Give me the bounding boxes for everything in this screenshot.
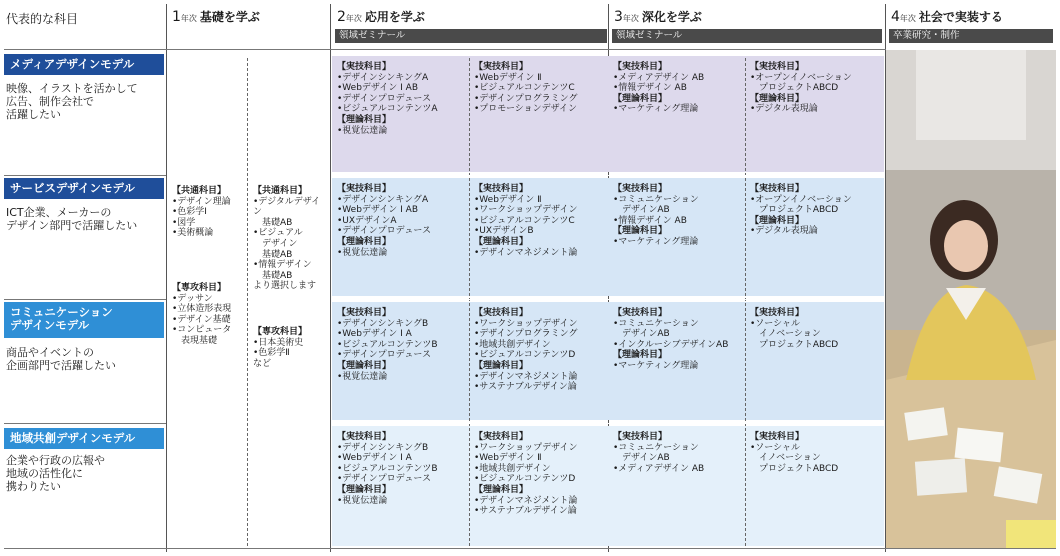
media-year2-courses-a xyxy=(337,62,467,136)
row-divider xyxy=(332,423,884,424)
year1-number: 1 xyxy=(172,9,181,25)
course-item: •デザインシンキングA xyxy=(337,194,429,205)
media-year3-courses-a xyxy=(613,62,743,115)
course-category-heading: 【共通科目】 xyxy=(172,186,227,196)
media-year3-courses-b xyxy=(750,62,882,115)
course-item: •ビジュアル xyxy=(253,228,303,239)
course-item: •ビジュアルコンテンツB xyxy=(337,463,438,474)
course-category-heading: 【実技科目】 xyxy=(613,432,668,442)
course-item: •色彩学Ⅱ xyxy=(253,348,290,359)
course-item: •デザインプロデュース xyxy=(337,93,431,104)
course-category-heading: 【実技科目】 xyxy=(613,62,668,72)
course-item: •オープンイノベーション xyxy=(750,72,852,83)
communication-year3-courses-b xyxy=(750,308,882,350)
course-item: デザインAB xyxy=(622,453,670,464)
row-divider xyxy=(4,299,166,300)
course-category-heading: 【理論科目】 xyxy=(337,236,392,247)
course-item: デザインAB xyxy=(622,205,670,216)
year2-seminar-bar: 領域ゼミナール xyxy=(335,29,607,43)
course-item: •コンピュータ xyxy=(172,325,232,336)
model-desc-service: ICT企業、メーカーの デザイン部門で活躍したい xyxy=(6,206,138,232)
course-item: •コミュニケーション xyxy=(613,318,699,329)
course-category-heading: 【専攻科目】 xyxy=(253,327,308,337)
course-item: •ソーシャル xyxy=(750,442,800,453)
communication-year2-courses-b xyxy=(474,308,606,393)
dashed-divider xyxy=(745,58,746,546)
course-item: •ビジュアルコンテンツD xyxy=(474,350,576,361)
course-item: イノベーション xyxy=(759,329,821,340)
course-category-heading: 【実技科目】 xyxy=(750,432,805,442)
model-title-communication: コミュニケーション デザインモデル xyxy=(4,302,164,338)
course-item: •立体造形表現 xyxy=(172,304,232,315)
course-item: •マーケティング理論 xyxy=(613,104,699,115)
course-item: •メディアデザイン AB xyxy=(613,463,705,474)
model-desc-communication: 商品やイベントの 企画部門で活躍したい xyxy=(6,346,116,372)
model-title-regional: 地域共創デザインモデル xyxy=(4,428,164,449)
course-item: •Webデザイン I AB xyxy=(337,83,419,94)
course-category-heading: 【専攻科目】 xyxy=(172,283,227,293)
service-year3-courses-a xyxy=(613,184,743,248)
course-item: •ビジュアルコンテンツD xyxy=(474,474,576,485)
course-category-heading: 【理論科目】 xyxy=(613,93,668,104)
column-divider xyxy=(166,4,167,552)
course-item: •デザインプログラミング xyxy=(474,329,578,340)
course-category-heading: 【理論科目】 xyxy=(474,360,529,371)
communication-year3-courses-a xyxy=(613,308,743,372)
row-divider xyxy=(4,548,1056,549)
course-item: •デッサン xyxy=(172,293,213,304)
year2-unit: 年次 xyxy=(345,14,362,23)
year1-major-courses-other xyxy=(253,327,329,369)
year2-header xyxy=(337,8,425,25)
year4-research-bar: 卒業研究・制作 xyxy=(889,29,1053,43)
course-item: デザインAB xyxy=(622,329,670,340)
course-category-heading: 【実技科目】 xyxy=(337,184,392,194)
year3-header xyxy=(614,8,702,25)
course-item: •Webデザイン I A xyxy=(337,329,412,340)
course-item: 基礎AB xyxy=(262,249,293,260)
course-category-heading: 【理論科目】 xyxy=(613,350,668,361)
year1-major-courses xyxy=(172,283,246,347)
course-item: デザイン xyxy=(262,238,298,249)
course-item: •美術概論 xyxy=(172,228,214,239)
year3-label: 深化を学ぶ xyxy=(641,10,702,24)
year3-unit: 年次 xyxy=(622,14,639,23)
course-item: •デザイン基礎 xyxy=(172,314,231,325)
course-item: •メディアデザイン AB xyxy=(613,72,705,83)
year2-number: 2 xyxy=(337,9,346,25)
course-item: •ビジュアルコンテンツB xyxy=(337,339,438,350)
year3-seminar-bar: 領域ゼミナール xyxy=(612,29,882,43)
column-divider xyxy=(330,4,331,552)
course-item: •オープンイノベーション xyxy=(750,194,852,205)
course-item: •ワークショップデザイン xyxy=(474,318,578,329)
course-item: •Webデザイン Ⅱ xyxy=(474,194,542,205)
course-category-heading: 【共通科目】 xyxy=(253,186,308,196)
course-item: •図学 xyxy=(172,217,196,228)
course-category-heading: 【実技科目】 xyxy=(337,308,392,318)
regional-year2-courses-a xyxy=(337,432,467,506)
model-title-media: メディアデザインモデル xyxy=(4,54,164,75)
row-divider xyxy=(4,175,166,176)
dashed-divider xyxy=(469,58,470,546)
service-year3-courses-b xyxy=(750,184,882,237)
course-item: プロジェクトABCD xyxy=(750,463,839,474)
course-category-heading: 【理論科目】 xyxy=(337,360,392,371)
course-item: イノベーション xyxy=(759,453,821,464)
course-category-heading: 【理論科目】 xyxy=(337,484,392,495)
course-category-heading: 【実技科目】 xyxy=(750,62,805,72)
student-photo xyxy=(886,50,1056,548)
course-category-heading: 【理論科目】 xyxy=(474,236,529,247)
year1-common-courses-select xyxy=(253,186,329,292)
year4-label: 社会で実装する xyxy=(918,10,1003,24)
regional-year3-courses-b xyxy=(750,432,882,474)
communication-year2-courses-a xyxy=(337,308,467,382)
course-item: •デザインマネジメント論 xyxy=(474,247,578,258)
course-item: •デザインプログラミング xyxy=(474,93,578,104)
year1-unit: 年次 xyxy=(180,14,197,23)
course-item: •デザイン理論 xyxy=(172,196,231,207)
row-divider xyxy=(332,175,884,176)
course-item: •情報デザイン xyxy=(253,260,312,271)
year4-header xyxy=(891,8,1003,25)
course-item: プロジェクトABCD xyxy=(759,205,839,216)
course-item: •視覚伝達論 xyxy=(337,247,388,258)
course-item: •サステナブルデザイン論 xyxy=(474,382,577,393)
course-item: など xyxy=(253,358,272,369)
course-item: •デジタル表現論 xyxy=(750,226,818,237)
column-header-models: 代表的な科目 xyxy=(6,12,79,26)
course-item: プロジェクトABCD xyxy=(750,339,839,350)
course-item: •デジタル表現論 xyxy=(750,104,818,115)
model-desc-media: 映像、イラストを活かして 広告、制作会社で 活躍したい xyxy=(6,82,138,121)
course-item: •デザインマネジメント論 xyxy=(474,495,578,506)
course-item: •デザインプロデュース xyxy=(337,350,431,361)
regional-year2-courses-b xyxy=(474,432,606,517)
course-item: •マーケティング理論 xyxy=(613,236,699,247)
course-category-heading: 【理論科目】 xyxy=(474,484,529,495)
row-divider xyxy=(4,49,886,50)
course-item: •Webデザイン Ⅱ xyxy=(474,72,542,83)
course-category-heading: 【実技科目】 xyxy=(474,184,529,194)
course-item: •ビジュアルコンテンツC xyxy=(474,83,575,94)
course-category-heading: 【実技科目】 xyxy=(474,308,529,318)
course-category-heading: 【実技科目】 xyxy=(474,432,529,442)
year4-unit: 年次 xyxy=(899,14,916,23)
course-category-heading: 【理論科目】 xyxy=(337,114,392,125)
course-item: 基礎AB xyxy=(262,270,293,281)
model-title-service: サービスデザインモデル xyxy=(4,178,164,199)
course-item: •視覚伝達論 xyxy=(337,371,388,382)
course-item: •情報デザイン AB xyxy=(613,83,687,94)
course-item: •地域共創デザイン xyxy=(474,339,551,350)
course-item: •デザインシンキングA xyxy=(337,72,429,83)
course-category-heading: 【実技科目】 xyxy=(337,432,392,442)
course-item: •デジタルデザイン xyxy=(253,196,321,218)
course-item: •ワークショップデザイン xyxy=(474,205,578,216)
course-category-heading: 【実技科目】 xyxy=(750,308,805,318)
course-item: •Webデザイン I A xyxy=(337,453,412,464)
course-item: •デザインシンキングB xyxy=(337,318,429,329)
year3-number: 3 xyxy=(614,9,623,25)
course-item: 基礎AB xyxy=(262,217,293,228)
course-item: •コミュニケーション xyxy=(613,194,699,205)
course-item: •情報デザイン AB xyxy=(613,215,687,226)
row-divider xyxy=(4,423,166,424)
course-item: •サステナブルデザイン論 xyxy=(474,506,577,517)
course-item: •ソーシャル xyxy=(750,318,800,329)
row-divider xyxy=(332,299,884,300)
course-category-heading: 【実技科目】 xyxy=(613,184,668,194)
course-item: •色彩学Ⅰ xyxy=(172,207,207,218)
course-item: •デザインマネジメント論 xyxy=(474,371,578,382)
course-item: より選択します xyxy=(253,281,317,292)
course-category-heading: 【実技科目】 xyxy=(613,308,668,318)
course-item: •Webデザイン Ⅱ xyxy=(474,453,542,464)
course-item: •地域共創デザイン xyxy=(474,463,551,474)
service-year2-courses-a xyxy=(337,184,467,258)
course-category-heading: 【理論科目】 xyxy=(750,215,805,226)
year1-common-courses xyxy=(172,186,246,239)
course-item: •日本美術史 xyxy=(253,337,304,348)
course-item: •視覚伝達論 xyxy=(337,495,388,506)
course-item: •デザインシンキングB xyxy=(337,442,429,453)
media-year2-courses-b xyxy=(474,62,606,115)
year2-label: 応用を学ぶ xyxy=(364,10,425,24)
year4-number: 4 xyxy=(891,9,900,25)
dashed-divider xyxy=(247,58,248,546)
course-item: •デザインプロデュース xyxy=(337,474,431,485)
course-category-heading: 【実技科目】 xyxy=(474,62,529,72)
course-item: •UXデザインB xyxy=(474,226,534,237)
course-category-heading: 【理論科目】 xyxy=(750,93,805,104)
year1-label: 基礎を学ぶ xyxy=(199,10,260,24)
course-item: •ビジュアルコンテンツC xyxy=(474,215,575,226)
course-category-heading: 【実技科目】 xyxy=(337,62,392,72)
course-category-heading: 【理論科目】 xyxy=(613,226,668,237)
course-item: •プロモーションデザイン xyxy=(474,104,577,115)
course-item: •UXデザインA xyxy=(337,215,397,226)
service-year2-courses-b xyxy=(474,184,606,258)
course-item: •デザインプロデュース xyxy=(337,226,431,237)
model-desc-regional: 企業や行政の広報や 地域の活性化に 携わりたい xyxy=(6,454,105,493)
course-item: •ワークショップデザイン xyxy=(474,442,578,453)
course-item: •マーケティング理論 xyxy=(613,360,699,371)
course-item: •コミュニケーション xyxy=(613,442,699,453)
course-item: 表現基礎 xyxy=(172,335,218,346)
course-item: •視覚伝達論 xyxy=(337,125,388,136)
course-item: •Webデザイン I AB xyxy=(337,205,419,216)
year1-header xyxy=(172,8,260,25)
course-item: プロジェクトABCD xyxy=(759,83,839,94)
regional-year3-courses-a xyxy=(613,432,743,474)
course-category-heading: 【実技科目】 xyxy=(750,184,805,194)
course-item: •インクルーシブデザインAB xyxy=(613,339,729,350)
course-item: •ビジュアルコンテンツA xyxy=(337,104,438,115)
